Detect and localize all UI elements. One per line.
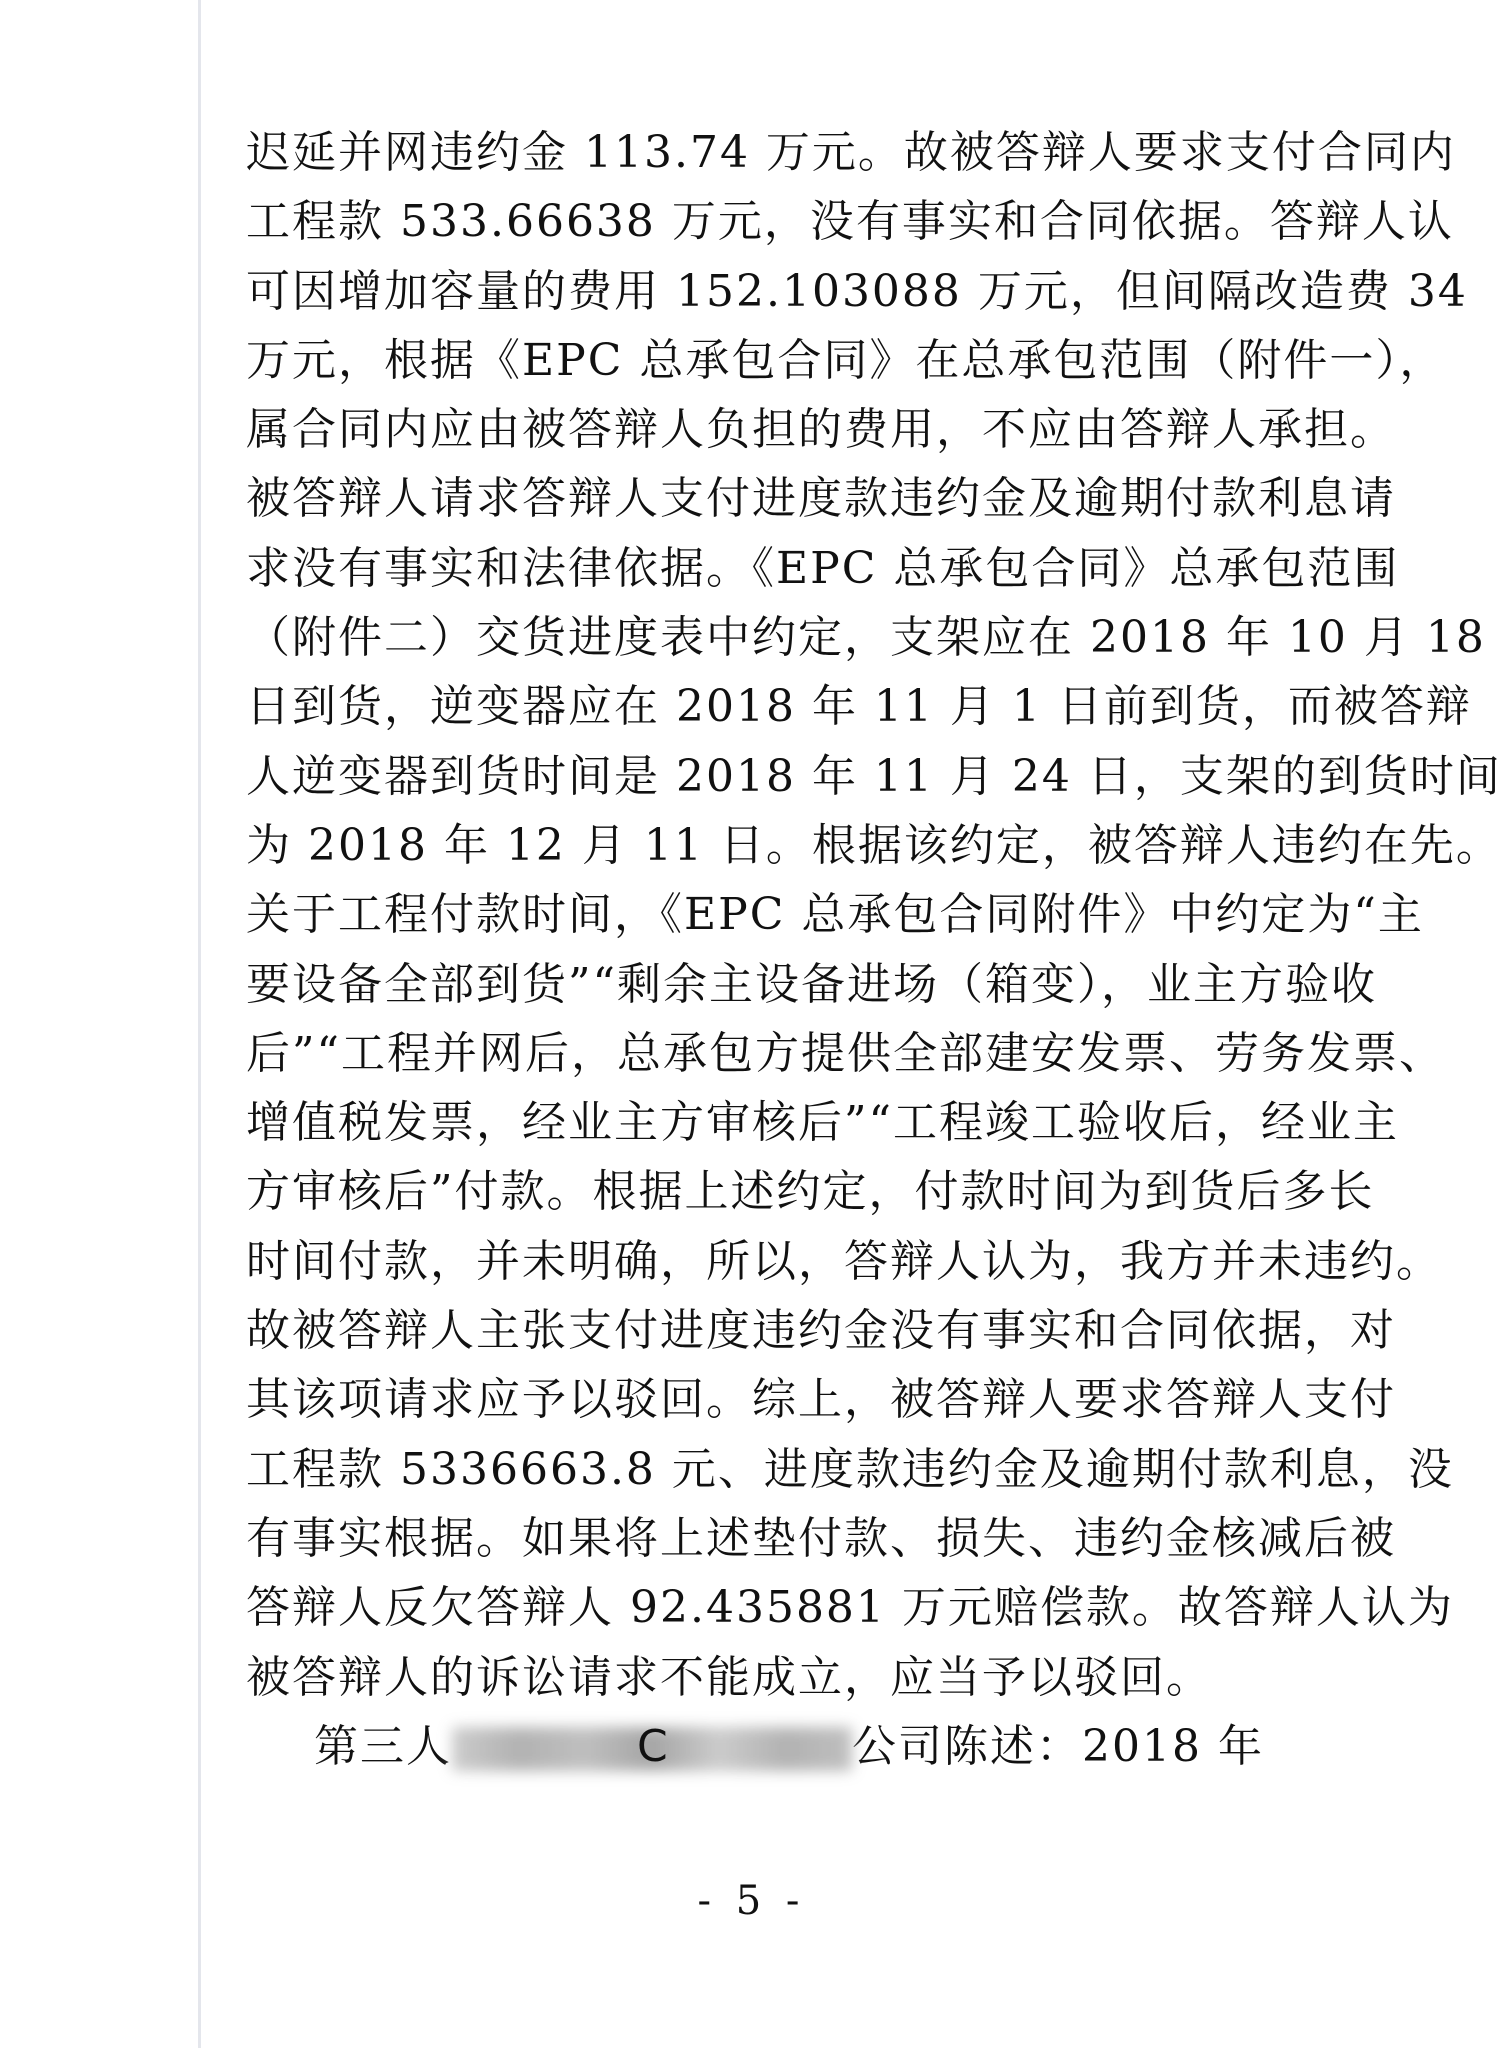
redaction-visible-char: C [637, 1720, 670, 1772]
text-line: 工程款 5336663.8 元、进度款违约金及逾期付款利息，没 [246, 1443, 1454, 1495]
text-line: 人逆变器到货时间是 2018 年 11 月 24 日，支架的到货时间 [246, 750, 1502, 802]
text-line: 被答辩人的诉讼请求不能成立，应当予以驳回。 [246, 1651, 1212, 1703]
text-line: 要设备全部到货”“剩余主设备进场（箱变），业主方验收 [246, 958, 1377, 1010]
text-line: （附件二）交货进度表中约定，支架应在 2018 年 10 月 18 [246, 612, 1486, 664]
text-line: 后”“工程并网后，总承包方提供全部建安发票、劳务发票、 [246, 1027, 1445, 1079]
text-line: 被答辩人请求答辩人支付进度款违约金及逾期付款利息请 [246, 473, 1396, 525]
text-line: 关于工程付款时间，《EPC 总承包合同附件》中约定为“主 [246, 889, 1424, 941]
text-line: 有事实根据。如果将上述垫付款、损失、违约金核减后被 [246, 1512, 1396, 1564]
text-line: 日到货，逆变器应在 2018 年 11 月 1 日前到货，而被答辩 [246, 681, 1472, 733]
text-line: 其该项请求应予以驳回。综上，被答辩人要求答辩人支付 [246, 1374, 1396, 1426]
text-line: 可因增加容量的费用 152.103088 万元，但间隔改造费 34 [246, 265, 1468, 317]
third-party-prefix: 第三人 [314, 1720, 452, 1772]
third-party-suffix: 公司陈述：2018 年 [852, 1720, 1264, 1772]
text-line: 迟延并网违约金 113.74 万元。故被答辩人要求支付合同内 [246, 127, 1456, 178]
text-line: 方审核后”付款。根据上述约定，付款时间为到货后多长 [246, 1166, 1375, 1218]
text-line: 为 2018 年 12 月 11 日。根据该约定，被答辩人违约在先。 [246, 819, 1502, 871]
text-line: 增值税发票，经业主方审核后”“工程竣工验收后，经业主 [246, 1097, 1399, 1149]
text-line: 属合同内应由被答辩人负担的费用，不应由答辩人承担。 [246, 404, 1396, 456]
text-line: 求没有事实和法律依据。《EPC 总承包合同》总承包范围 [246, 542, 1400, 594]
document-body [246, 118, 1502, 1781]
text-line: 故被答辩人主张支付进度违约金没有事实和合同依据，对 [246, 1305, 1396, 1357]
text-line: 万元，根据《EPC 总承包合同》在总承包范围（附件一）， [246, 334, 1446, 386]
text-line: 答辩人反欠答辩人 92.435881 万元赔偿款。故答辩人认为 [246, 1582, 1454, 1634]
scan-edge [198, 0, 201, 2048]
redacted-company-name [452, 1712, 852, 1781]
text-line: 工程款 533.66638 万元，没有事实和合同依据。答辩人认 [246, 196, 1454, 248]
third-party-line [246, 1712, 1264, 1781]
text-line: 时间付款，并未明确，所以，答辩人认为，我方并未违约。 [246, 1235, 1442, 1287]
page-number: - 5 - [697, 1878, 806, 1924]
